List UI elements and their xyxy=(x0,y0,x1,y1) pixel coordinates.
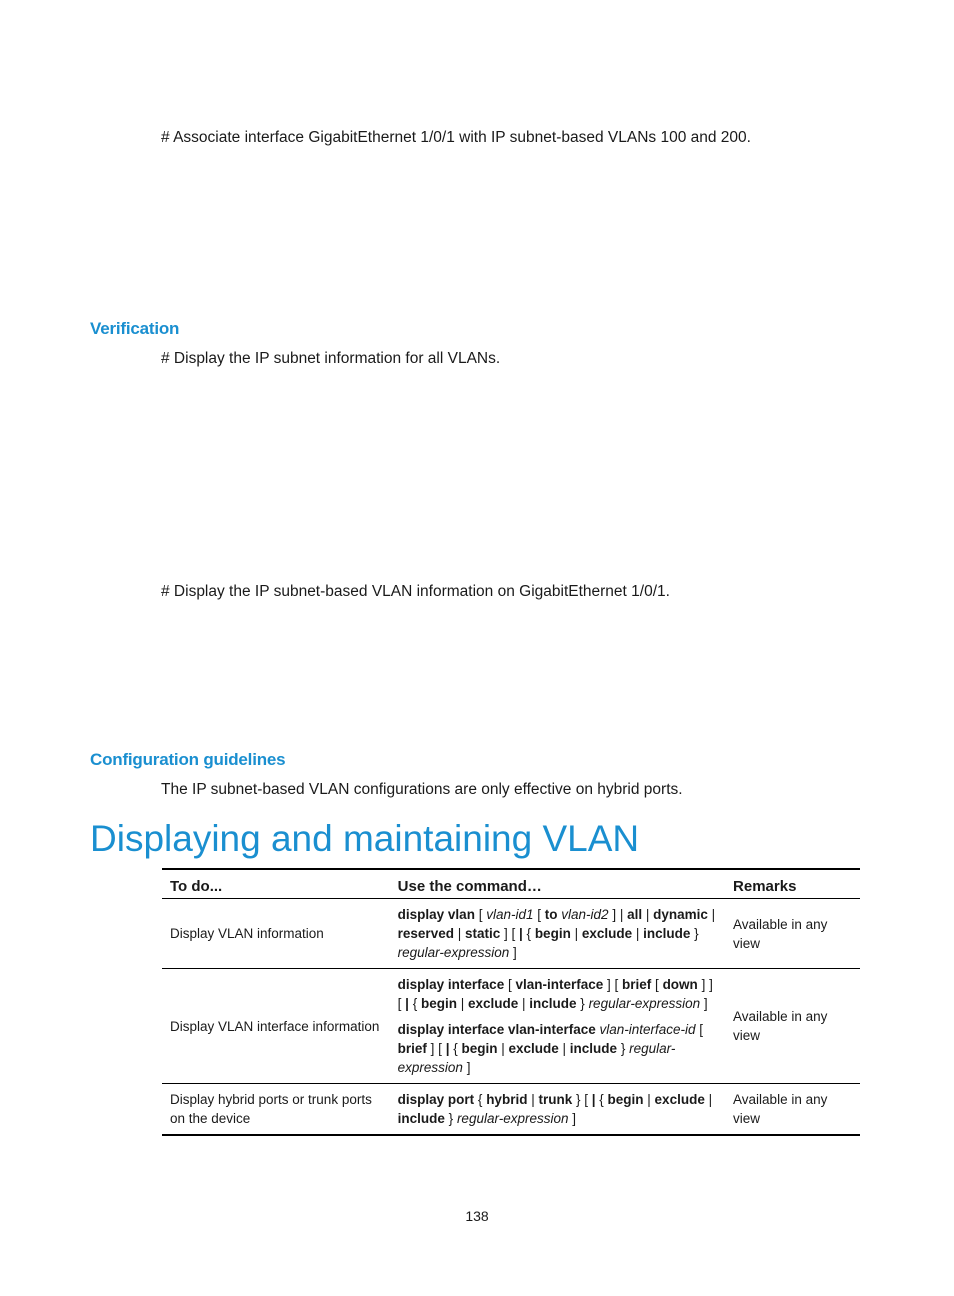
row-command xyxy=(390,1084,725,1136)
row-todo: Display VLAN interface information xyxy=(162,969,390,1084)
row-todo: Display VLAN information xyxy=(162,899,390,969)
section-title: Displaying and maintaining VLAN xyxy=(90,818,640,859)
header-todo: To do... xyxy=(162,869,390,899)
header-remarks: Remarks xyxy=(725,869,860,899)
table-header-row xyxy=(162,869,860,899)
row-todo: Display hybrid ports or trunk ports on the device xyxy=(162,1084,390,1136)
display-port-paragraph: # Display the IP subnet-based VLAN information on GigabitEthernet 1/0/1. xyxy=(161,583,670,600)
command-table xyxy=(162,868,860,1136)
command-line: display interface [ vlan-interface ] [ brief [ down ] ] [ | { begin | exclude | include } regular-expression ] xyxy=(397,977,713,1011)
table-row xyxy=(162,1084,860,1136)
header-command: Use the command… xyxy=(390,869,725,899)
display-subnet-paragraph: # Display the IP subnet information for all VLANs. xyxy=(161,350,501,367)
command-line: display interface vlan-interface vlan-interface-id [ brief ] [ | { begin | exclude | include } regular-expression ] xyxy=(397,1022,704,1075)
row-command xyxy=(390,969,725,1084)
row-remarks: Available in any view xyxy=(725,969,860,1084)
associate-paragraph: # Associate interface GigabitEthernet 1/0/1 with IP subnet-based VLANs 100 and 200. xyxy=(161,129,751,146)
command-line: display port { hybrid | trunk } [ | { begin | exclude | include } regular-expression ] xyxy=(397,1092,713,1126)
command-line: display vlan [ vlan-id1 [ to vlan-id2 ] | all | dynamic | reserved | static ] [ | { begin | exclude | include } regular-expression ] xyxy=(397,907,716,960)
page-number: 138 xyxy=(465,1208,489,1224)
row-remarks: Available in any view xyxy=(725,1084,860,1136)
row-remarks: Available in any view xyxy=(725,899,860,969)
table-row xyxy=(162,969,860,1084)
guideline-paragraph: The IP subnet-based VLAN configurations are only effective on hybrid ports. xyxy=(161,781,683,798)
verification-heading: Verification xyxy=(90,319,180,338)
configuration-guidelines-heading: Configuration guidelines xyxy=(90,750,286,769)
table-row xyxy=(162,899,860,969)
row-command xyxy=(390,899,725,969)
